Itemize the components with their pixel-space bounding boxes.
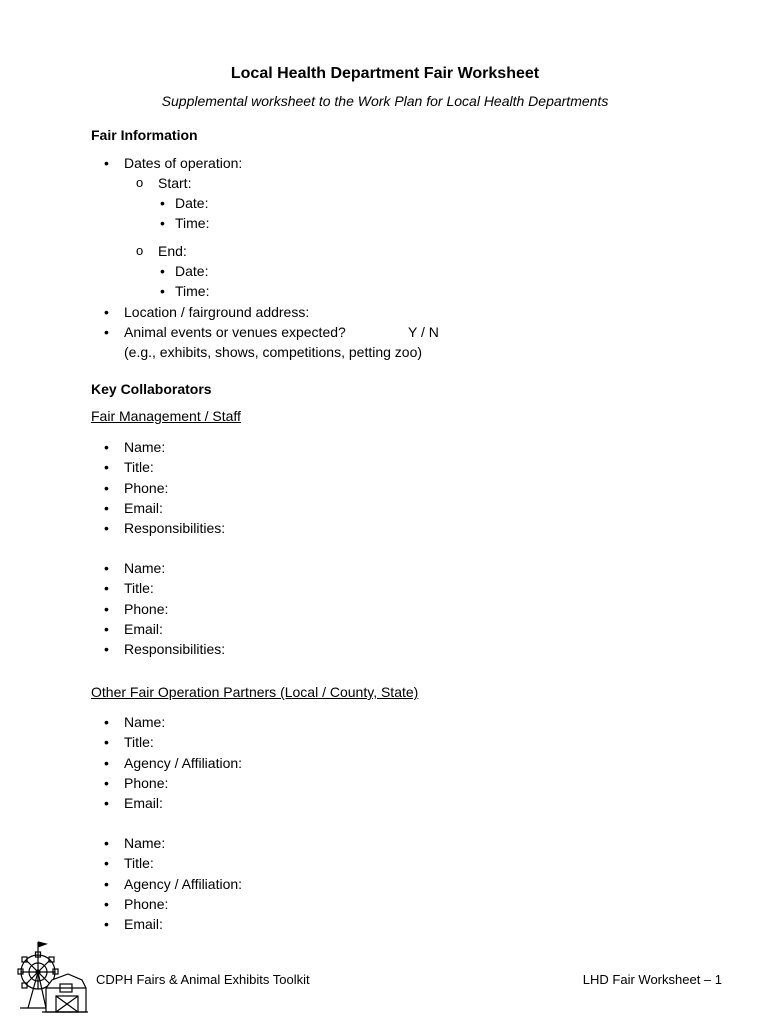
staff1-name-label: Name: — [124, 439, 166, 455]
fair-logo-icon — [8, 938, 88, 1018]
bullet: • — [104, 324, 109, 340]
staff1-email-label: Email: — [124, 500, 163, 516]
bullet: • — [104, 580, 109, 596]
page-title: Local Health Department Fair Worksheet — [230, 65, 540, 82]
start-time-label: Time: — [175, 215, 210, 231]
fair-management-heading: Fair Management / Staff — [91, 408, 241, 424]
bullet: • — [104, 155, 109, 171]
key-collaborators-heading: Key Collaborators — [91, 381, 212, 397]
bullet: • — [104, 855, 109, 871]
animal-events-choice: Y / N — [408, 324, 439, 340]
animal-events-label: Animal events or venues expected? — [124, 324, 346, 340]
footer-left-text: CDPH Fairs & Animal Exhibits Toolkit — [96, 972, 310, 987]
bullet: • — [104, 459, 109, 475]
bullet: • — [104, 439, 109, 455]
other-partners-heading: Other Fair Operation Partners (Local / County, State) — [91, 684, 419, 700]
start-label: Start: — [158, 175, 192, 191]
staff2-name-label: Name: — [124, 560, 166, 576]
partner1-email-label: Email: — [124, 795, 163, 811]
staff1-responsibilities-label: Responsibilities: — [124, 520, 226, 536]
end-time-label: Time: — [175, 283, 210, 299]
partner1-title-label: Title: — [124, 734, 154, 750]
bullet: • — [104, 500, 109, 516]
bullet: • — [104, 876, 109, 892]
partner2-name-label: Name: — [124, 835, 166, 851]
bullet: • — [104, 304, 109, 320]
bullet: • — [104, 641, 109, 657]
staff2-title-label: Title: — [124, 580, 154, 596]
bullet: • — [160, 195, 165, 211]
bullet: • — [104, 755, 109, 771]
end-date-label: Date: — [175, 263, 209, 279]
staff2-email-label: Email: — [124, 621, 163, 637]
location-label: Location / fairground address: — [124, 304, 310, 320]
bullet: • — [160, 215, 165, 231]
page-subtitle: Supplemental worksheet to the Work Plan for Local Health Departments — [161, 93, 609, 109]
staff2-phone-label: Phone: — [124, 601, 169, 617]
sub-bullet: o — [136, 175, 144, 190]
footer-right-text: LHD Fair Worksheet – 1 — [582, 972, 722, 987]
bullet: • — [104, 480, 109, 496]
staff1-phone-label: Phone: — [124, 480, 169, 496]
bullet: • — [104, 734, 109, 750]
bullet: • — [104, 601, 109, 617]
bullet: • — [104, 896, 109, 912]
sub-bullet: o — [136, 243, 144, 258]
staff1-title-label: Title: — [124, 459, 154, 475]
bullet: • — [104, 714, 109, 730]
partner2-phone-label: Phone: — [124, 896, 169, 912]
start-date-label: Date: — [175, 195, 209, 211]
dates-of-operation-label: Dates of operation: — [124, 155, 243, 171]
bullet: • — [104, 795, 109, 811]
fair-information-heading: Fair Information — [91, 127, 198, 143]
bullet: • — [160, 263, 165, 279]
end-label: End: — [158, 243, 187, 259]
partner2-title-label: Title: — [124, 855, 154, 871]
partner1-agency-label: Agency / Affiliation: — [124, 755, 243, 771]
staff2-responsibilities-label: Responsibilities: — [124, 641, 226, 657]
partner2-email-label: Email: — [124, 916, 163, 932]
bullet: • — [104, 775, 109, 791]
bullet: • — [104, 560, 109, 576]
partner2-agency-label: Agency / Affiliation: — [124, 876, 243, 892]
bullet: • — [104, 835, 109, 851]
bullet: • — [160, 283, 165, 299]
bullet: • — [104, 916, 109, 932]
bullet: • — [104, 621, 109, 637]
animal-events-example: (e.g., exhibits, shows, competitions, petting zoo) — [124, 344, 423, 360]
partner1-phone-label: Phone: — [124, 775, 169, 791]
partner1-name-label: Name: — [124, 714, 166, 730]
bullet: • — [104, 520, 109, 536]
